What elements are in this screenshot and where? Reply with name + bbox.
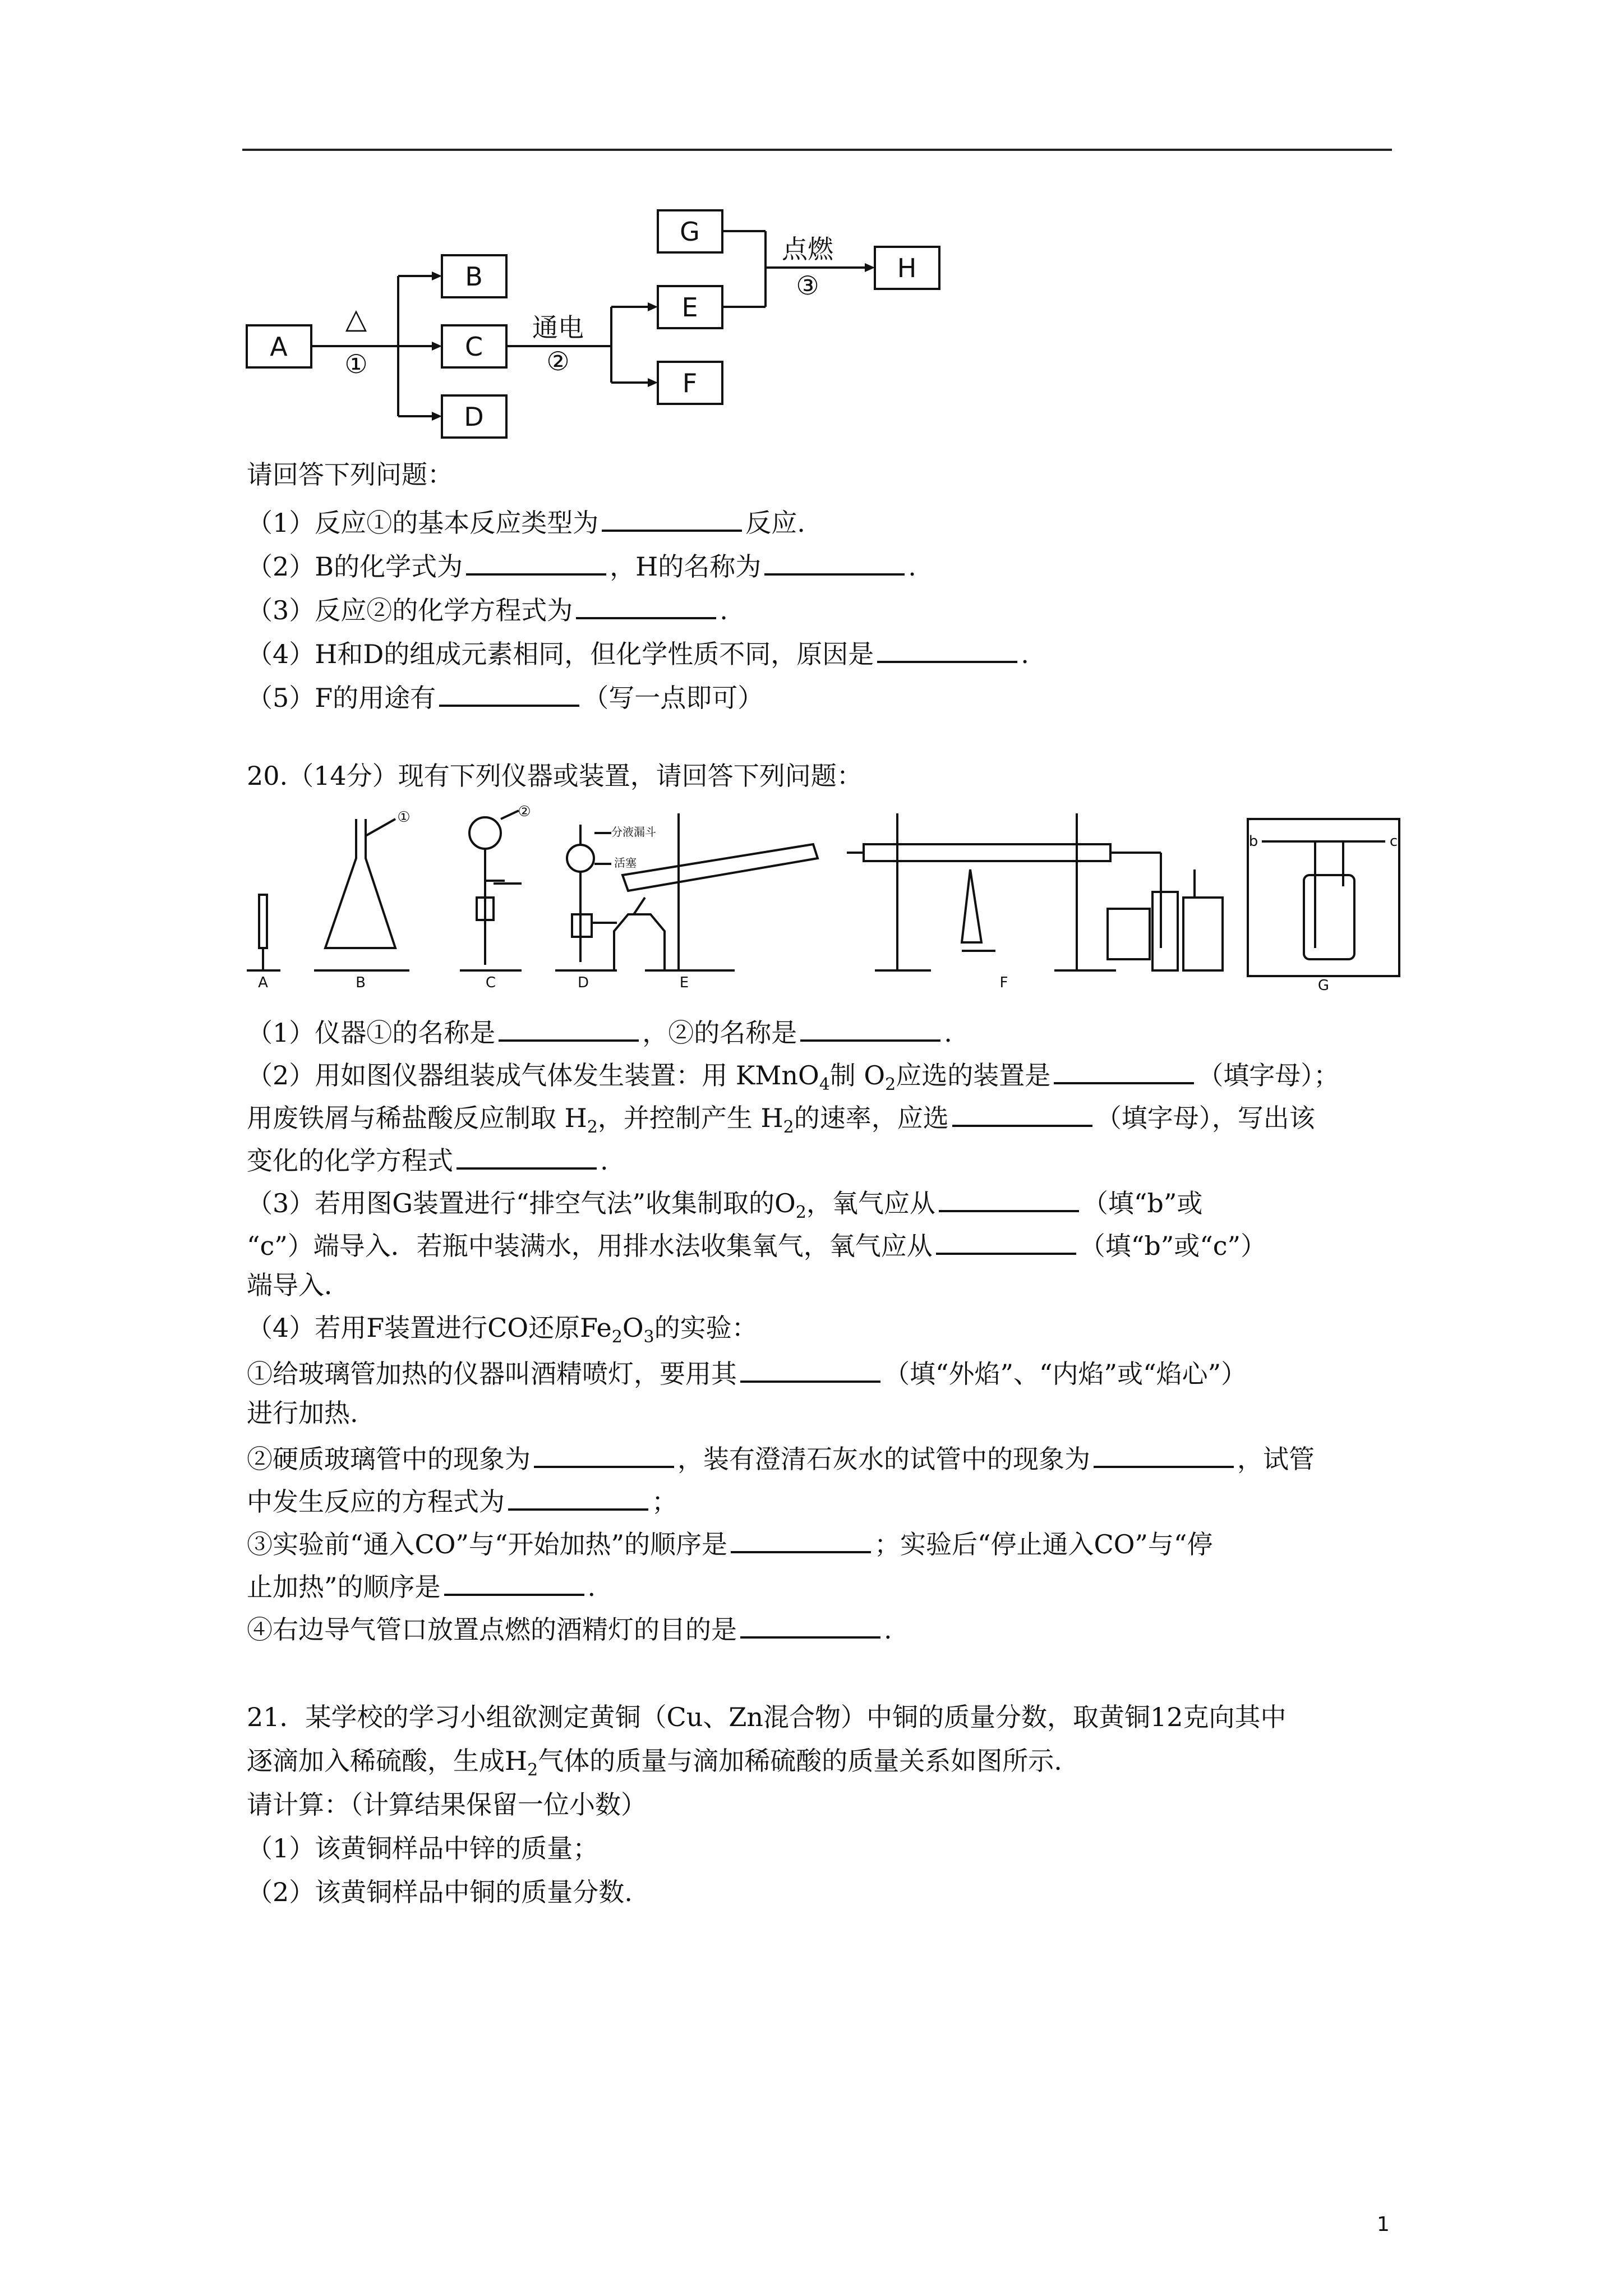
- apparatus-label-E: E: [679, 974, 689, 991]
- q20-part-2-line2: 用废铁屑与稀盐酸反应制取 $H_2$，并控制产生 $H_2$的速率，应选 （填字母），写出该: [247, 1099, 1315, 1143]
- box-C: C: [464, 332, 483, 362]
- answer-blank[interactable]: [1094, 1440, 1234, 1468]
- q19-part-1: （1）反应①的基本反应类型为 反应.: [247, 504, 805, 539]
- port-b-label: b: [1248, 833, 1258, 850]
- header-rule: [242, 149, 1392, 151]
- box-H: H: [897, 253, 917, 283]
- q20-part-4-c-cont: 止加热”的顺序是 .: [247, 1568, 596, 1603]
- box-D: D: [464, 402, 484, 432]
- reaction-diagram: [241, 202, 970, 454]
- q21-line-2: 逐滴加入稀硫酸，生成$H_2$气体的质量与滴加稀硫酸的质量关系如图所示.: [247, 1746, 1062, 1780]
- answer-blank[interactable]: [457, 1142, 597, 1170]
- answer-blank[interactable]: [952, 1099, 1092, 1127]
- page-number: 1: [1377, 2213, 1390, 2236]
- apparatus-figure: [241, 802, 1408, 993]
- ignite-label: 点燃: [782, 234, 833, 264]
- answer-blank[interactable]: [800, 1014, 940, 1042]
- answer-blank[interactable]: [439, 679, 579, 707]
- q19-part-5: （5）F的用途有 （写一点即可）: [247, 679, 763, 714]
- box-A: A: [270, 332, 288, 362]
- q19-part-3: （3）反应②的化学方程式为 .: [247, 591, 728, 626]
- q20-part-4-b: ②硬质玻璃管中的现象为 ，装有澄清石灰水的试管中的现象为 ，试管: [247, 1440, 1315, 1475]
- q20-title: 20.（14分）现有下列仪器或装置，请回答下列问题：: [247, 761, 863, 791]
- answer-blank[interactable]: [466, 547, 606, 576]
- q19-part-4: （4）H和D的组成元素相同，但化学性质不同，原因是 .: [247, 635, 1029, 670]
- q20-part-2-line1: （2）用如图仪器组装成气体发生装置：用 KMnO$_4$制 $O_2$应选的装置是 （填字母）；: [247, 1056, 1339, 1101]
- mark-2: ②: [518, 803, 531, 820]
- box-F: F: [682, 368, 698, 398]
- q20-part-3-line1: （3）若用图G装置进行“排空气法”收集制取的$O_2$，氧气应从 （填“b”或: [247, 1184, 1202, 1228]
- q20-part-4-a: ①给玻璃管加热的仪器叫酒精喷灯，要用其 （填“外焰”、“内焰”或“焰心”）: [247, 1355, 1247, 1389]
- answer-blank[interactable]: [731, 1525, 871, 1553]
- q21-line-3: 请计算：（计算结果保留一位小数）: [247, 1789, 647, 1820]
- answer-blank[interactable]: [508, 1483, 648, 1511]
- funnel-label: 分液漏斗: [611, 825, 656, 839]
- q20-part-4-intro: （4）若用F装置进行CO还原$Fe_2O_3$的实验：: [247, 1313, 758, 1347]
- answer-blank[interactable]: [764, 547, 905, 576]
- answer-blank[interactable]: [576, 591, 716, 619]
- q20-part-3-line2: “c”）端导入．若瓶中装满水，用排水法收集氧气，氧气应从 （填“b”或“c”）: [247, 1227, 1266, 1262]
- heat-symbol: △: [345, 302, 367, 335]
- electrolysis-label: 通电: [532, 312, 584, 343]
- q20-part-4-d: ④右边导气管口放置点燃的酒精灯的目的是 .: [247, 1611, 892, 1645]
- q20-part-2-line3: 变化的化学方程式 .: [247, 1142, 608, 1176]
- answer-blank[interactable]: [740, 1611, 880, 1639]
- q20-part-1: （1）仪器①的名称是 ，②的名称是 .: [247, 1014, 952, 1048]
- apparatus-label-B: B: [356, 974, 366, 991]
- answer-blank[interactable]: [1054, 1056, 1194, 1084]
- answer-blank[interactable]: [939, 1184, 1079, 1212]
- box-G: G: [680, 217, 700, 247]
- answer-blank[interactable]: [936, 1227, 1076, 1255]
- q20-part-4-b-cont: 中发生反应的方程式为 ；: [247, 1483, 677, 1517]
- q19-intro: 请回答下列问题：: [247, 459, 453, 490]
- box-E: E: [681, 292, 698, 323]
- plug-label: 活塞: [614, 856, 637, 869]
- q19-part-2: （2）B的化学式为 ，H的名称为 .: [247, 547, 916, 582]
- port-c-label: c: [1389, 833, 1398, 850]
- apparatus-label-A: A: [258, 974, 268, 991]
- reaction-2-label: ②: [546, 346, 570, 376]
- apparatus-label-F: F: [999, 974, 1008, 991]
- reaction-1-label: ①: [344, 349, 368, 379]
- reaction-3-label: ③: [796, 270, 819, 301]
- answer-blank[interactable]: [740, 1355, 880, 1383]
- q21-line-1: 21．某学校的学习小组欲测定黄铜（Cu、Zn混合物）中铜的质量分数，取黄铜12克向其中: [247, 1702, 1287, 1732]
- q20-part-4-c: ③实验前“通入CO”与“开始加热”的顺序是 ；实验后“停止通入CO”与“停: [247, 1525, 1212, 1560]
- answer-blank[interactable]: [602, 504, 742, 532]
- answer-blank[interactable]: [444, 1568, 584, 1596]
- q20-part-4-a-cont: 进行加热.: [247, 1398, 358, 1428]
- answer-blank[interactable]: [877, 635, 1017, 663]
- apparatus-label-G: G: [1317, 977, 1330, 993]
- q21-part-1: （1）该黄铜样品中锌的质量；: [247, 1833, 599, 1864]
- apparatus-label-C: C: [485, 974, 496, 991]
- answer-blank[interactable]: [499, 1014, 639, 1042]
- apparatus-label-D: D: [577, 974, 589, 991]
- q21-part-2: （2）该黄铜样品中铜的质量分数.: [247, 1877, 633, 1907]
- mark-1: ①: [397, 809, 411, 826]
- answer-blank[interactable]: [534, 1440, 674, 1468]
- box-B: B: [465, 261, 483, 292]
- q20-part-3-line3: 端导入．: [247, 1270, 350, 1300]
